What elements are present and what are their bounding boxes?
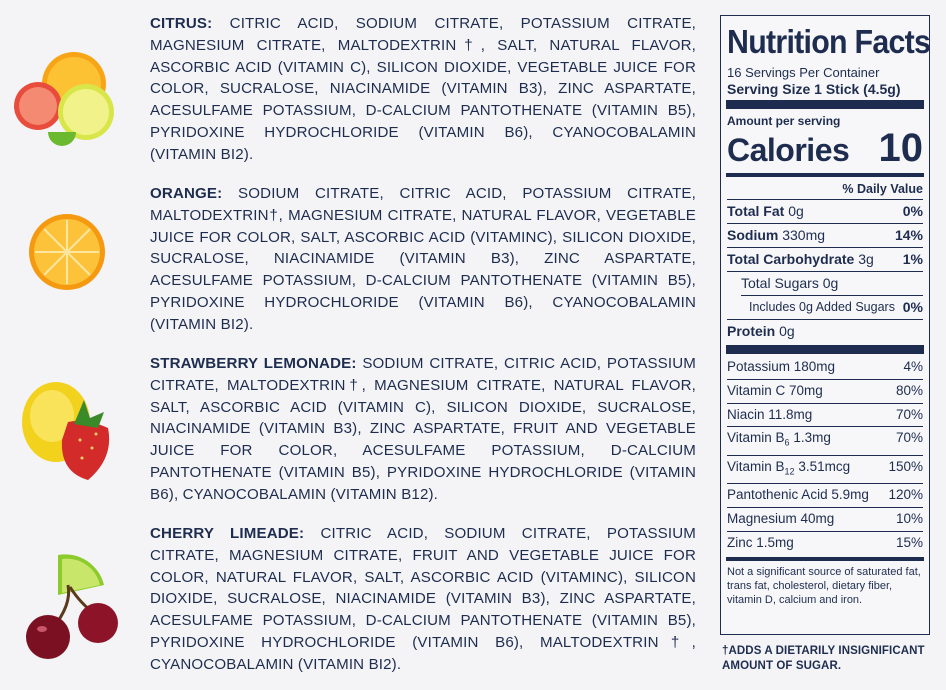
flavor-name: CITRUS: [150,15,213,32]
vitamin-label-with-subscript [727,456,850,483]
protein-label: Protein [727,323,776,339]
flavor-cherry-limeade-text [150,523,696,676]
vitamin-label: Potassium 180mg [727,359,836,374]
cherry-lime-icon [8,545,126,675]
vitamin-row [727,507,923,531]
sodium-dv: 14% [894,227,923,243]
nutrition-facts-panel [720,15,930,635]
vitamin-row [727,379,923,403]
total-sugars: Total Sugars 0g [741,275,839,291]
vitamin-row [727,531,923,555]
vitamin-label: Magnesium 40mg [727,511,835,527]
sodium-row [727,223,923,247]
vitamin-subscript: 6 [784,438,790,449]
vitamin-label: Zinc 1.5mg [727,534,794,550]
vitamin-row [727,426,923,454]
vitamin-dv: 120% [888,487,923,503]
vitamin-subscript: 12 [784,466,795,477]
added-sugars-row [741,295,923,319]
daily-value-header [727,179,923,199]
serving-size-label: Serving Size [727,81,811,97]
vitamin-dv: 150% [888,458,923,474]
nutrition-facts-title: Nutrition Facts [727,23,931,60]
calories-row [727,126,923,171]
total-fat-dv: 0% [902,203,923,219]
vitamin-dv: 80% [895,382,923,398]
servings-per-container: 16 Servings Per Container [727,65,880,80]
sodium-amount: 330mg [782,227,826,243]
sodium-label: Sodium [727,227,779,243]
flavor-name: STRAWBERRY LEMONADE: [150,355,357,372]
maltodextrin-footnote: †ADDS A DIETARILY INSIGNIFICANT AMOUNT OF SUGAR. [722,645,925,672]
total-fat-label: Total Fat [727,203,785,219]
vitamin-label: Vitamin C 70mg [727,382,823,398]
vitamins-list [727,356,923,555]
flavor-strawberry-lemonade-text [150,353,696,506]
vitamin-dv: 10% [895,511,923,527]
protein-nutrient [727,320,795,343]
total-fat-nutrient [727,200,804,223]
flavor-orange [0,170,710,340]
citrus-fruits-icon [8,40,126,170]
vitamin-dv: 70% [895,406,923,422]
carbohydrate-row [727,247,923,271]
flavor-name: ORANGE: [150,185,223,202]
total-fat-row [727,199,923,223]
flavor-ingredients: SODIUM CITRATE, CITRIC ACID, POTASSIUM CITRATE, MALTODEXTRIN†, MAGNESIUM CITRATE, NATURAL FLAVOR, SALT, ASCORBIC ACID (VITAMIN C), SILICON DIOXIDE, SUCRALOSE, NIACINAMIDE (VITAMIN B3), ZINC ASPARTATE, FRUIT AND VEGETABLE JUICE FOR COLOR, ACESULFAME POTASSIUM, D-CALCIUM PANTOTHENATE (VITAMIN B5), PYRIDOXINE HYDROCHLORIDE (VITAMIN B6), CYANOCOBALAMIN (VITAMIN B12). [150,355,697,503]
flavor-ingredients: CITRIC ACID, SODIUM CITRATE, POTASSIUM CITRATE, MAGNESIUM CITRATE, MALTODEXTRIN†, SALT, NATURAL FLAVOR, ASCORBIC ACID (VITAMIN C), SILICON DIOXIDE, VEGETABLE JUICE FOR COLOR, SUCRALOSE, NIACINAMIDE (VITAMIN B3), ZINC ASPARTATE, ACESULFAME POTASSIUM, D-CALCIUM PANTOTHENATE (VITAMIN B5), PYRIDOXINE HYDROCHLORIDE (VITAMIN B6), CYANOCOBALAMIN (VITAMIN BI2). [150,15,697,163]
total-fat-amount: 0g [788,203,804,219]
flavor-orange-text [150,183,696,336]
vitamin-row [727,356,923,379]
carbohydrate-dv: 1% [902,251,923,267]
nutrition-footer: Not a significant source of saturated fat, trans fat, cholesterol, dietary fiber, vitamin D, calcium and iron. [727,565,921,606]
flavor-cherry-limeade [0,510,710,690]
flavor-ingredients: CITRIC ACID, SODIUM CITRATE, POTASSIUM CITRATE, MAGNESIUM CITRATE, FRUIT AND VEGETABLE JUICE FOR COLOR, NATURAL FLAVOR, SALT, ASCORBIC ACID (VITAMINC), SILICON DIOXIDE, SUCRALOSE, NIACINAMIDE (VITAMIN B3), ZINC ASPARTATE, ACESULFAME POTASSIUM, D-CALCIUM PANTOTHENATE (VITAMIN B5), PYRIDOXINE HYDROCHLORIDE (VITAMIN B6), MALTODEXTRIN†, CYANOCOBALAMIN (VITAMIN BI2). [150,525,697,673]
vitamin-row [727,403,923,427]
vitamin-label: Pantothenic Acid 5.9mg [727,487,869,503]
flavor-name: CHERRY LIMEADE: [150,525,305,542]
vitamin-row [727,455,923,483]
lemon-strawberry-icon [8,370,126,500]
vitamin-label-with-subscript [727,427,831,454]
added-sugars: Includes 0g Added Sugars [749,300,895,314]
carbohydrate-nutrient [727,248,874,271]
carbohydrate-amount: 3g [858,251,874,267]
vitamin-row [727,483,923,507]
flavor-citrus-text [150,13,696,166]
vitamin-amount: 1.3mg [793,430,831,446]
serving-size-value: 1 Stick (4.5g) [814,81,901,97]
carbohydrate-label: Total Carbohydrate [727,251,855,267]
flavor-ingredients: SODIUM CITRATE, CITRIC ACID, POTASSIUM CITRATE, MALTODEXTRIN†, MAGNESIUM CITRATE, NATURAL FLAVOR, VEGETABLE JUICE FOR COLOR, SALT, ASCORBIC ACID (VITAMINC), SILICON DIOXIDE, SUCRALOSE, NIACINAMIDE (VITAMIN B3), ZINC ASPARTATE, ACESULFAME POTASSIUM, D-CALCIUM PANTOTHENATE (VITAMIN B5), PYRIDOXINE HYDROCHLORIDE (VITAMIN B6), CYANOCOBALAMIN (VITAMIN BI2). [150,185,696,333]
vitamin-label: Vitamin B [727,458,785,474]
sodium-nutrient [727,224,825,247]
vitamin-amount: 3.51mcg [798,458,851,474]
vitamin-label: Niacin 11.8mg [727,406,813,422]
vitamin-label: Vitamin B [727,430,785,446]
divider-thick [726,345,924,354]
divider-thick [726,100,924,109]
protein-row [727,319,923,343]
calories-label: Calories [727,132,850,168]
amount-per-serving: Amount per serving [727,114,841,128]
serving-size [727,81,923,98]
flavor-strawberry-lemonade [0,340,710,510]
vitamin-dv: 70% [895,430,923,446]
orange-slice-icon [8,190,126,320]
vitamin-dv: 15% [895,534,923,550]
daily-value-header-text: % Daily Value [842,182,923,196]
total-sugars-row [727,271,923,295]
vitamin-dv: 4% [903,359,923,374]
flavor-citrus [0,0,710,170]
added-sugars-dv: 0% [902,299,923,315]
divider-medium [726,173,924,177]
calories-value: 10 [878,126,923,170]
divider-medium [726,557,924,561]
protein-amount: 0g [779,323,795,339]
